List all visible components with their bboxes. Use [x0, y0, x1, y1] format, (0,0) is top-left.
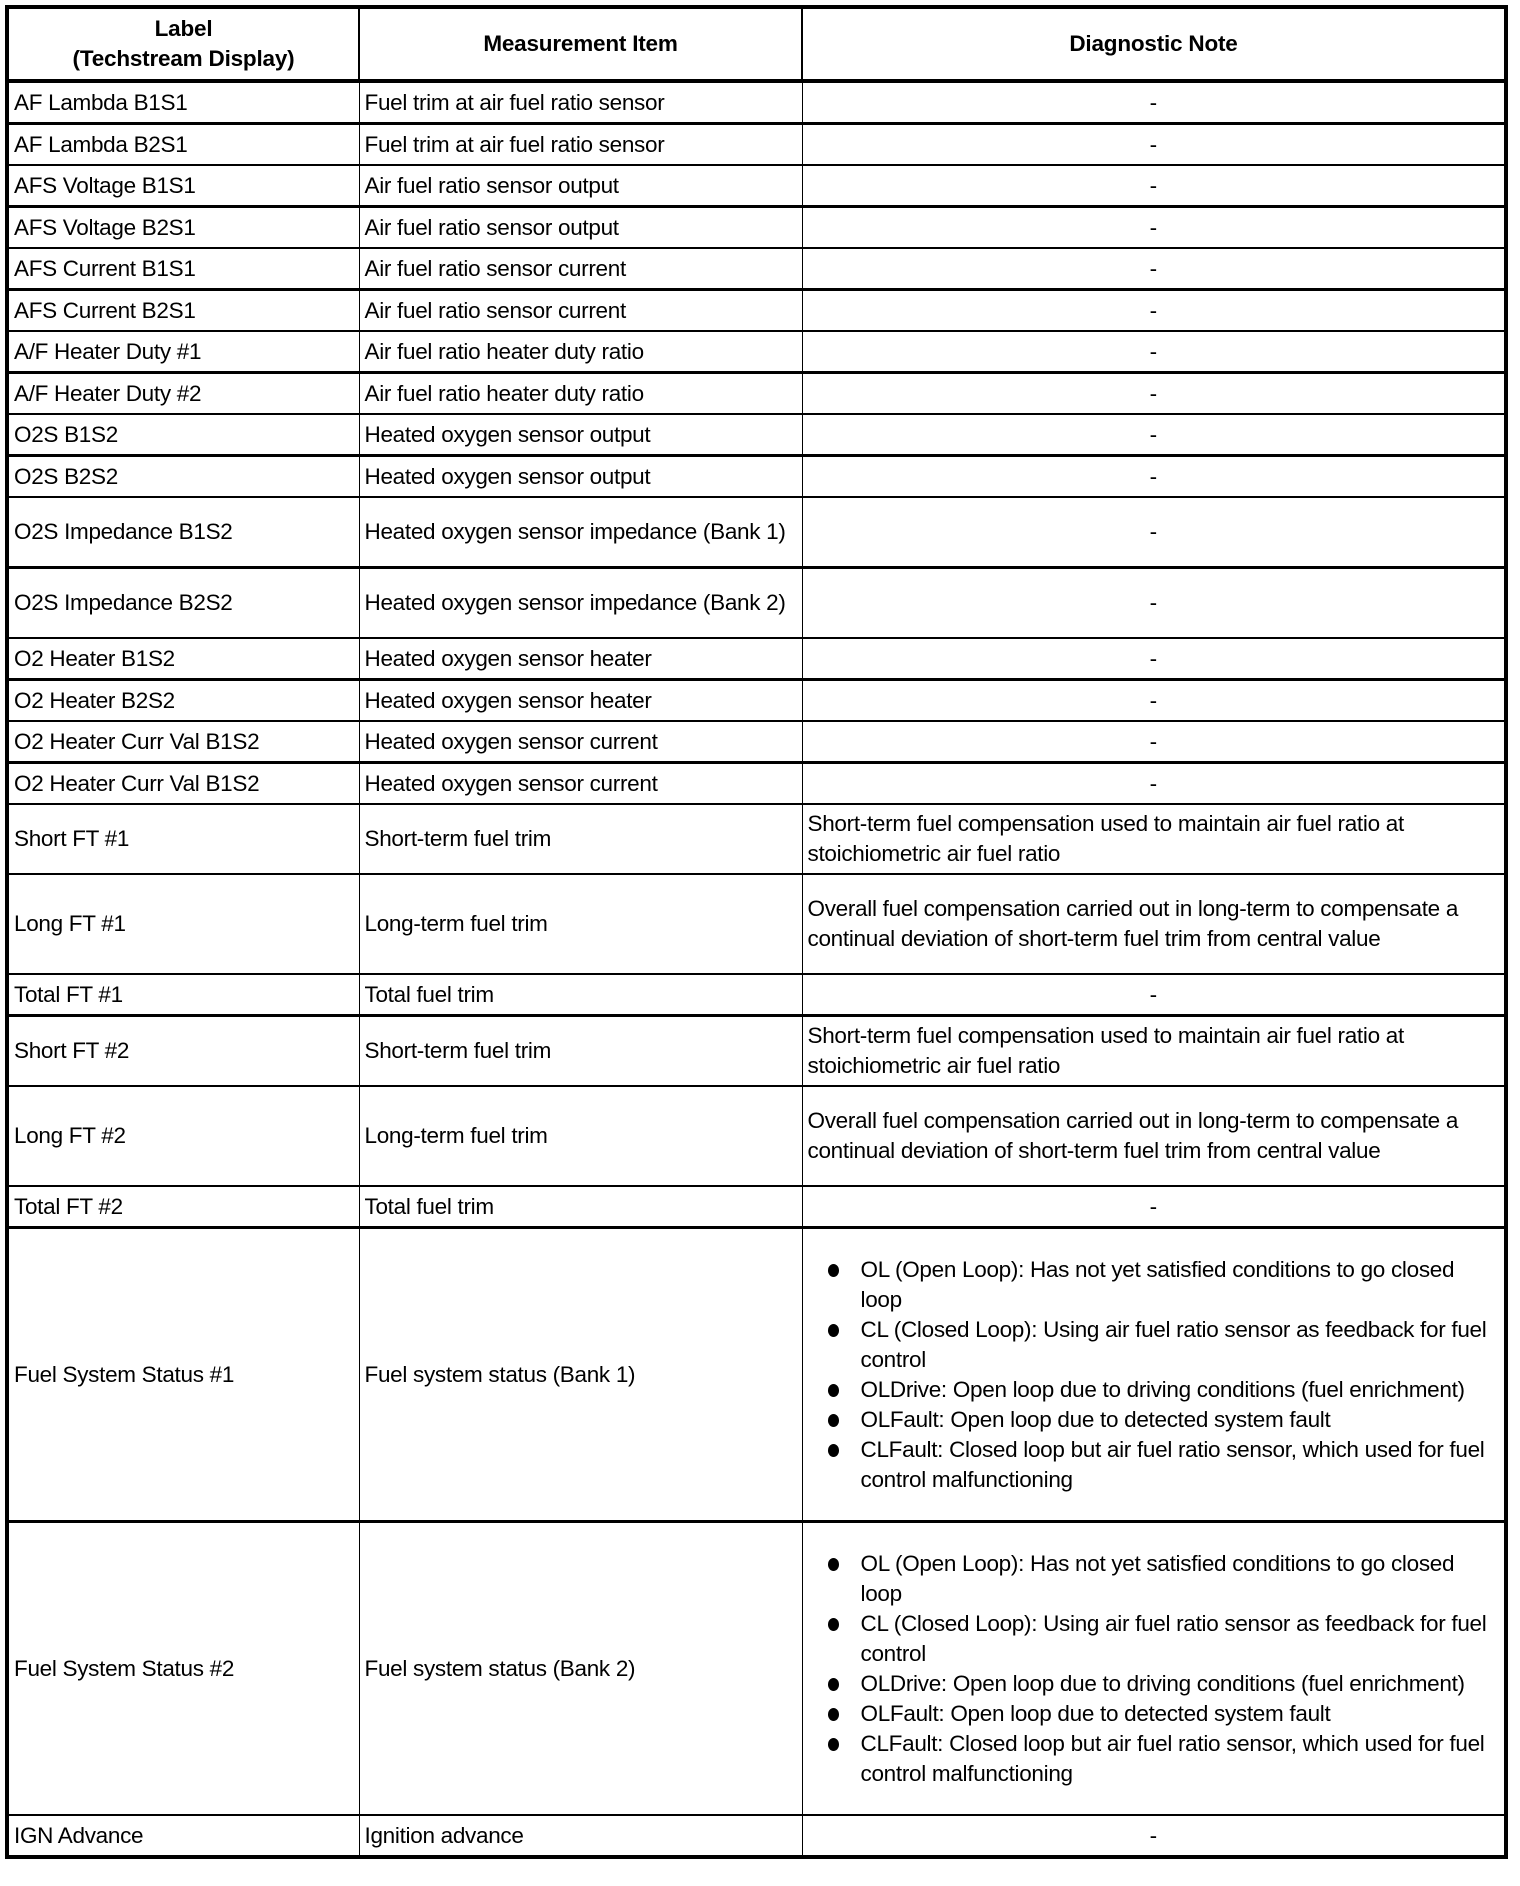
cell-label: AF Lambda B2S1: [7, 124, 359, 166]
header-label: [7, 7, 359, 81]
table-row: [7, 414, 1506, 456]
cell-note: -: [802, 638, 1506, 680]
cell-label: O2 Heater Curr Val B1S2: [7, 763, 359, 805]
table-row: [7, 165, 1506, 207]
bullet-icon: [828, 1618, 839, 1631]
cell-label: O2S B1S2: [7, 414, 359, 456]
table-row: [7, 721, 1506, 763]
list-item: OLFault: Open loop due to detected system fault: [828, 1405, 1500, 1435]
bullet-icon: [828, 1738, 839, 1751]
cell-measurement: Heated oxygen sensor output: [359, 456, 802, 498]
cell-measurement: Heated oxygen sensor impedance (Bank 2): [359, 568, 802, 639]
cell-measurement: Short-term fuel trim: [359, 804, 802, 874]
cell-measurement: Air fuel ratio sensor output: [359, 207, 802, 249]
cell-measurement: Fuel system status (Bank 2): [359, 1522, 802, 1816]
table-row: [7, 456, 1506, 498]
table-row: [7, 248, 1506, 290]
cell-label: Long FT #2: [7, 1086, 359, 1186]
cell-label: AF Lambda B1S1: [7, 81, 359, 124]
cell-note: Short-term fuel compensation used to maintain air fuel ratio at stoichiometric air fuel ratio: [802, 1016, 1506, 1087]
cell-measurement: Long-term fuel trim: [359, 874, 802, 974]
cell-note: -: [802, 207, 1506, 249]
cell-note: -: [802, 974, 1506, 1016]
table-row: [7, 207, 1506, 249]
header-label-line2: (Techstream Display): [72, 46, 295, 71]
list-item: CLFault: Closed loop but air fuel ratio sensor, which used for fuel control malfunctioning: [828, 1729, 1500, 1789]
table-row: [7, 81, 1506, 124]
list-item: OLFault: Open loop due to detected system fault: [828, 1699, 1500, 1729]
cell-label: AFS Current B2S1: [7, 290, 359, 332]
cell-label: O2S Impedance B1S2: [7, 497, 359, 568]
cell-note: -: [802, 1186, 1506, 1228]
cell-label: Total FT #1: [7, 974, 359, 1016]
cell-label: O2 Heater B1S2: [7, 638, 359, 680]
cell-note: -: [802, 165, 1506, 207]
cell-label: Short FT #1: [7, 804, 359, 874]
cell-measurement: Total fuel trim: [359, 974, 802, 1016]
bullet-icon: [828, 1264, 839, 1277]
list-item: CL (Closed Loop): Using air fuel ratio sensor as feedback for fuel control: [828, 1315, 1500, 1375]
cell-note: -: [802, 124, 1506, 166]
cell-label: IGN Advance: [7, 1815, 359, 1857]
list-item: CLFault: Closed loop but air fuel ratio sensor, which used for fuel control malfunctioning: [828, 1435, 1500, 1495]
table-row: [7, 290, 1506, 332]
bullet-icon: [828, 1324, 839, 1337]
cell-note: -: [802, 568, 1506, 639]
cell-note: Short-term fuel compensation used to maintain air fuel ratio at stoichiometric air fuel ratio: [802, 804, 1506, 874]
cell-label: Fuel System Status #2: [7, 1522, 359, 1816]
fuel-status-list-bank2: [808, 1549, 1500, 1789]
header-label-line1: Label: [154, 16, 213, 41]
list-item: OL (Open Loop): Has not yet satisfied conditions to go closed loop: [828, 1255, 1500, 1315]
cell-measurement: Air fuel ratio heater duty ratio: [359, 373, 802, 415]
cell-label: A/F Heater Duty #2: [7, 373, 359, 415]
list-item: OL (Open Loop): Has not yet satisfied conditions to go closed loop: [828, 1549, 1500, 1609]
bullet-icon: [828, 1444, 839, 1457]
cell-note: [802, 1522, 1506, 1816]
table-row: [7, 680, 1506, 722]
cell-measurement: Heated oxygen sensor current: [359, 721, 802, 763]
bullet-icon: [828, 1414, 839, 1427]
table-row: [7, 763, 1506, 805]
bullet-icon: [828, 1708, 839, 1721]
cell-note: -: [802, 721, 1506, 763]
table-row: [7, 373, 1506, 415]
cell-label: AFS Voltage B2S1: [7, 207, 359, 249]
cell-label: A/F Heater Duty #1: [7, 331, 359, 373]
cell-measurement: Heated oxygen sensor heater: [359, 680, 802, 722]
cell-label: AFS Current B1S1: [7, 248, 359, 290]
cell-measurement: Air fuel ratio sensor current: [359, 290, 802, 332]
table-row: [7, 124, 1506, 166]
cell-measurement: Heated oxygen sensor impedance (Bank 1): [359, 497, 802, 568]
cell-label: O2S Impedance B2S2: [7, 568, 359, 639]
cell-note: Overall fuel compensation carried out in long-term to compensate a continual deviation of short-term fuel trim from central value: [802, 874, 1506, 974]
list-item: OLDrive: Open loop due to driving conditions (fuel enrichment): [828, 1375, 1500, 1405]
cell-measurement: Ignition advance: [359, 1815, 802, 1857]
cell-note: -: [802, 290, 1506, 332]
list-item: CL (Closed Loop): Using air fuel ratio sensor as feedback for fuel control: [828, 1609, 1500, 1669]
cell-measurement: Fuel trim at air fuel ratio sensor: [359, 124, 802, 166]
table-row: [7, 1522, 1506, 1816]
cell-measurement: Heated oxygen sensor current: [359, 763, 802, 805]
cell-note: -: [802, 456, 1506, 498]
table-row: [7, 638, 1506, 680]
cell-label: Short FT #2: [7, 1016, 359, 1087]
header-row: [7, 7, 1506, 81]
table-row: [7, 1016, 1506, 1087]
cell-label: O2 Heater Curr Val B1S2: [7, 721, 359, 763]
list-item: OLDrive: Open loop due to driving conditions (fuel enrichment): [828, 1669, 1500, 1699]
cell-note: -: [802, 248, 1506, 290]
cell-note: -: [802, 81, 1506, 124]
table-row: [7, 1186, 1506, 1228]
header-measurement: Measurement Item: [359, 7, 802, 81]
cell-measurement: Fuel system status (Bank 1): [359, 1228, 802, 1522]
cell-measurement: Fuel trim at air fuel ratio sensor: [359, 81, 802, 124]
table-row: [7, 1228, 1506, 1522]
cell-measurement: Long-term fuel trim: [359, 1086, 802, 1186]
cell-measurement: Heated oxygen sensor output: [359, 414, 802, 456]
cell-note: -: [802, 373, 1506, 415]
fuel-status-list-bank1: [808, 1255, 1500, 1495]
table-row: [7, 568, 1506, 639]
cell-measurement: Total fuel trim: [359, 1186, 802, 1228]
table-row: [7, 1086, 1506, 1186]
cell-note: -: [802, 331, 1506, 373]
bullet-icon: [828, 1384, 839, 1397]
cell-label: O2S B2S2: [7, 456, 359, 498]
cell-note: -: [802, 680, 1506, 722]
header-diagnostic-note: Diagnostic Note: [802, 7, 1506, 81]
cell-note: -: [802, 1815, 1506, 1857]
table-row: [7, 331, 1506, 373]
cell-label: Total FT #2: [7, 1186, 359, 1228]
table-row: [7, 874, 1506, 974]
cell-measurement: Air fuel ratio sensor current: [359, 248, 802, 290]
cell-measurement: Air fuel ratio heater duty ratio: [359, 331, 802, 373]
cell-note: -: [802, 414, 1506, 456]
techstream-data-table: [5, 5, 1508, 1859]
cell-measurement: Heated oxygen sensor heater: [359, 638, 802, 680]
cell-note: Overall fuel compensation carried out in long-term to compensate a continual deviation of short-term fuel trim from central value: [802, 1086, 1506, 1186]
table-row: [7, 1815, 1506, 1857]
cell-label: Fuel System Status #1: [7, 1228, 359, 1522]
cell-note: -: [802, 763, 1506, 805]
table-row: [7, 974, 1506, 1016]
cell-label: Long FT #1: [7, 874, 359, 974]
table-row: [7, 497, 1506, 568]
cell-measurement: Short-term fuel trim: [359, 1016, 802, 1087]
bullet-icon: [828, 1678, 839, 1691]
cell-note: [802, 1228, 1506, 1522]
bullet-icon: [828, 1558, 839, 1571]
cell-measurement: Air fuel ratio sensor output: [359, 165, 802, 207]
cell-label: O2 Heater B2S2: [7, 680, 359, 722]
cell-label: AFS Voltage B1S1: [7, 165, 359, 207]
cell-note: -: [802, 497, 1506, 568]
table-row: [7, 804, 1506, 874]
